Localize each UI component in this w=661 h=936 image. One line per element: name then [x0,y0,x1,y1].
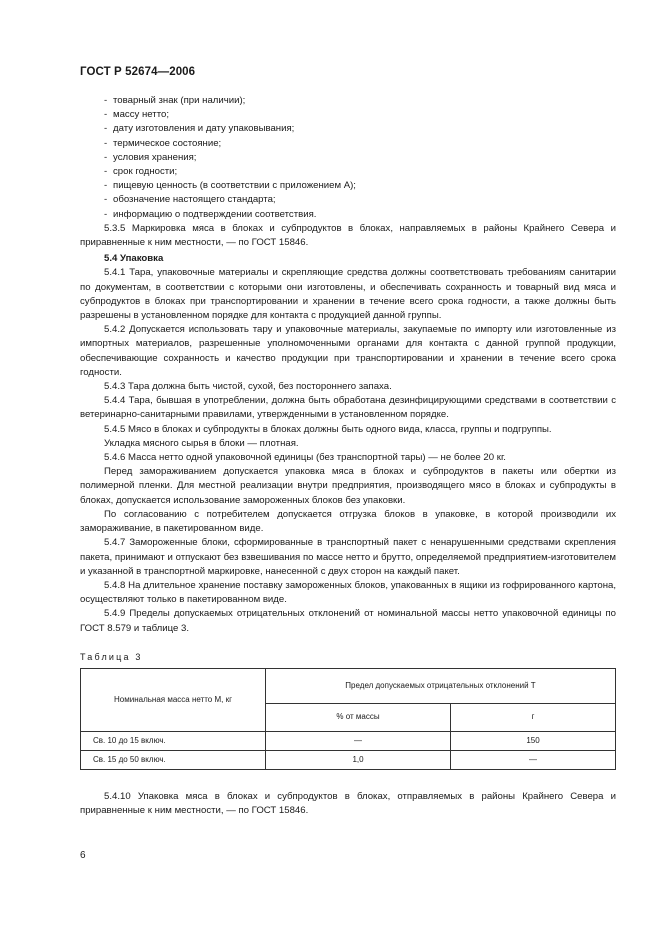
table-3 [80,668,616,770]
table-row [81,750,616,769]
paragraph-5-3-5: 5.3.5 Маркировка мяса в блоках и субпродуктов в блоках, направляемых в районы Крайнего Севера и приравненные к ним местности, — по ГОСТ 15846. [80,222,616,249]
cell-percent: — [266,731,451,750]
sub-header-grams: г [451,703,616,731]
table-row [81,731,616,750]
list-item: - условия хранения; [104,151,197,163]
paragraph-5-4-6: 5.4.6 Масса нетто одной упаковочной единицы (без транспортной тары) — не более 20 кг. [104,452,506,464]
paragraph-5-4-8: 5.4.8 На длительное хранение поставку замороженных блоков, упакованных в ящики из гофрированного картона, осуществляют только в пакетированном виде. [80,579,616,606]
paragraph-5-4-5: 5.4.5 Мясо в блоках и субпродукты в блоках должны быть одного вида, класса, группы и подгруппы. [104,423,552,435]
paragraph-5-4-2: 5.4.2 Допускается использовать тару и упаковочные материалы, закупаемые по импорту или изготовленные из импортных материалов, разрешенные уполномоченными органами для контакта с данной группой продукции, обеспечивающие сохранность и качество продукции при транспортировании и хранении в течение всего срока годности. [80,324,616,378]
cell-mass: Св. 15 до 50 включ. [81,750,266,769]
paragraph-5-4-10: 5.4.10 Упаковка мяса в блоках и субпродуктов в блоках, отправляемых в районы Крайнего Севера и приравненные к ним местности, — по ГОСТ 15846. [80,790,616,817]
paragraph-5-4-1: 5.4.1 Тара, упаковочные материалы и скрепляющие средства должны соответствовать требованиям санитарии по документам, в соответствии с которыми они изготовлены, и обеспечивать сохранность и товарный вид мяса и субпродуктов в блоках при транспортировании и хранении в течение всего срока годности, а также должны быть разрешены в установленном порядке для контакта с продукцией данной группы. [80,267,616,322]
paragraph-5-4-7: 5.4.7 Замороженные блоки, сформированные в транспортный пакет с ненарушенными средствами скрепления пакета, принимают и отпускают без взвешивания по массе нетто и брутто, определяемой предприятием-изготовителем и указанной в транспортной маркировке, нанесенной с двух сторон на каждый пакет. [80,537,616,577]
paragraph-5-4-9: 5.4.9 Пределы допускаемых отрицательных отклонений от номинальной массы нетто упаковочной единицы по ГОСТ 8.579 и таблице 3. [80,608,616,634]
list-item: - дату изготовления и дату упаковывания; [104,123,295,135]
cell-grams: 150 [451,731,616,750]
document-body [80,94,616,818]
page-number: 6 [80,850,86,861]
col-header-group: Предел допускаемых отрицательных отклонений Т [266,668,616,703]
marking-list [80,94,616,222]
cell-mass: Св. 10 до 15 включ. [81,731,266,750]
list-item: - обозначение настоящего стандарта; [104,194,276,206]
paragraph-5-4-4: 5.4.4 Тара, бывшая в употреблении, должна быть обработана дезинфицирующими средствами в соответствии с ветеринарно-санитарными правилами, утвержденными в установленном порядке. [80,395,616,421]
sub-header-percent: % от массы [266,703,451,731]
list-item: - информацию о подтверждении соответствия. [104,208,317,220]
col-header-mass: Номинальная масса нетто М, кг [81,668,266,731]
table-caption: Таблица 3 [80,651,143,662]
list-item: - термическое состояние; [104,137,222,149]
document-header: ГОСТ Р 52674—2006 [80,66,196,78]
list-item: - срок годности; [104,166,178,178]
cell-percent: 1,0 [266,750,451,769]
list-item: - товарный знак (при наличии); [104,95,246,106]
cell-grams: — [451,750,616,769]
section-title: 5.4 Упаковка [104,253,164,265]
paragraph-5-4-6-b: Перед замораживанием допускается упаковка мяса в блоках и субпродуктов в пакеты или обертки из полимерной пленки. Для местной реализации внутри предприятия, производящего мясо в блоках и субпродукты в блоках, допускается использование замороженных блоков без упаковки. [80,466,616,506]
paragraph-5-4-3: 5.4.3 Тара должна быть чистой, сухой, без постороннего запаха. [104,381,392,393]
list-item: - пищевую ценность (в соответствии с приложением А); [104,180,356,192]
paragraph-5-4-6-c: По согласованию с потребителем допускается отгрузка блоков в упаковке, в которой производили их замораживание, в пакетированном виде. [80,508,616,535]
list-item: - массу нетто; [104,109,169,121]
paragraph-5-4-5-note: Укладка мясного сырья в блоки — плотная. [104,437,299,449]
